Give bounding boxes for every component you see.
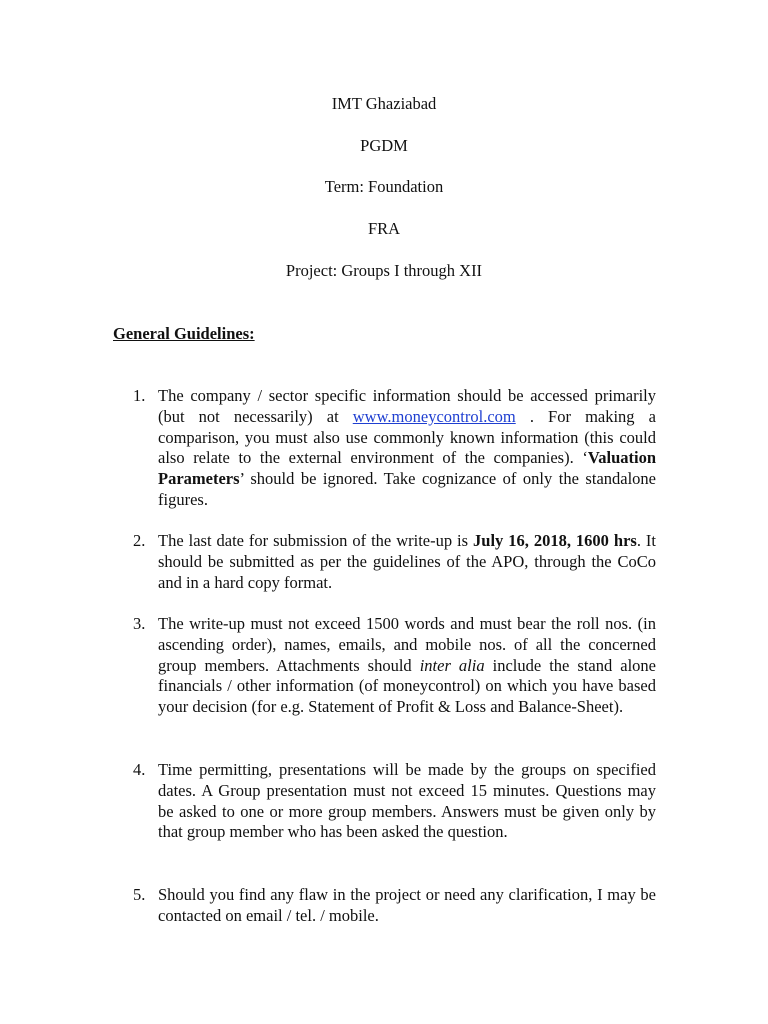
- bold-text: Valuation Parameters: [158, 448, 656, 489]
- guideline-item-4: [133, 760, 656, 843]
- term-line: Term: Foundation: [324, 177, 444, 196]
- guideline-item-5: [133, 885, 656, 927]
- project-line: Project: Groups I through XII: [285, 261, 483, 280]
- text-segment: The company / sector specific information should be accessed primarily (but not necessarily) at: [158, 386, 656, 426]
- bold-text: July 16, 2018, 1600 hrs: [473, 531, 637, 550]
- institute-name: IMT Ghaziabad: [331, 94, 437, 113]
- item-number: 3.: [133, 614, 146, 633]
- item-number: 1.: [133, 386, 146, 405]
- course-name: FRA: [367, 219, 401, 238]
- item-text: [158, 614, 656, 718]
- text-segment: The last date for submission of the write-up is: [158, 531, 474, 550]
- text-segment: . For making a comparison, you must also use commonly known information (this could also relate to the external environment of the companies). ‘: [158, 406, 656, 468]
- item-number: 2.: [133, 531, 146, 550]
- text-segment: Time permitting, presentations will be made by the groups on specified dates. A Group presentation must not exceed 15 minutes. Questions may be asked to one or more group members. Answers must be given only by that group member who has been asked the question.: [158, 760, 656, 842]
- item-number: 5.: [133, 885, 146, 904]
- text-segment: include the stand alone financials / other information (of moneycontrol) on which you have based your decision (for e.g. Statement of Profit & Loss and Balance-Sheet).: [158, 655, 656, 717]
- item-number: 4.: [133, 760, 146, 779]
- text-segment: Should you find any flaw in the project or need any clarification, I may be contacted on email / tel. / mobile.: [158, 885, 656, 925]
- guideline-item-1: [133, 386, 656, 511]
- program-name: PGDM: [360, 136, 408, 155]
- section-heading: General Guidelines:: [113, 324, 255, 343]
- item-text: [158, 386, 656, 511]
- text-segment: ’ should be ignored. Take cognizance of only the standalone figures.: [158, 469, 656, 509]
- text-segment: . It should be submitted as per the guidelines of the APO, through the CoCo and in a hard copy format.: [158, 531, 656, 592]
- moneycontrol-link[interactable]: www.moneycontrol.com: [352, 406, 516, 426]
- guideline-item-3: [133, 614, 656, 718]
- guideline-item-2: [133, 531, 656, 593]
- text-segment: The write-up must not exceed 1500 words and must bear the roll nos. (in ascending order), names, emails, and mobile nos. of all the concerned group members. Attachments should: [158, 614, 656, 675]
- item-text: [158, 531, 656, 593]
- item-text: [158, 760, 656, 843]
- item-text: [158, 885, 656, 927]
- italic-text: inter alia: [419, 655, 485, 675]
